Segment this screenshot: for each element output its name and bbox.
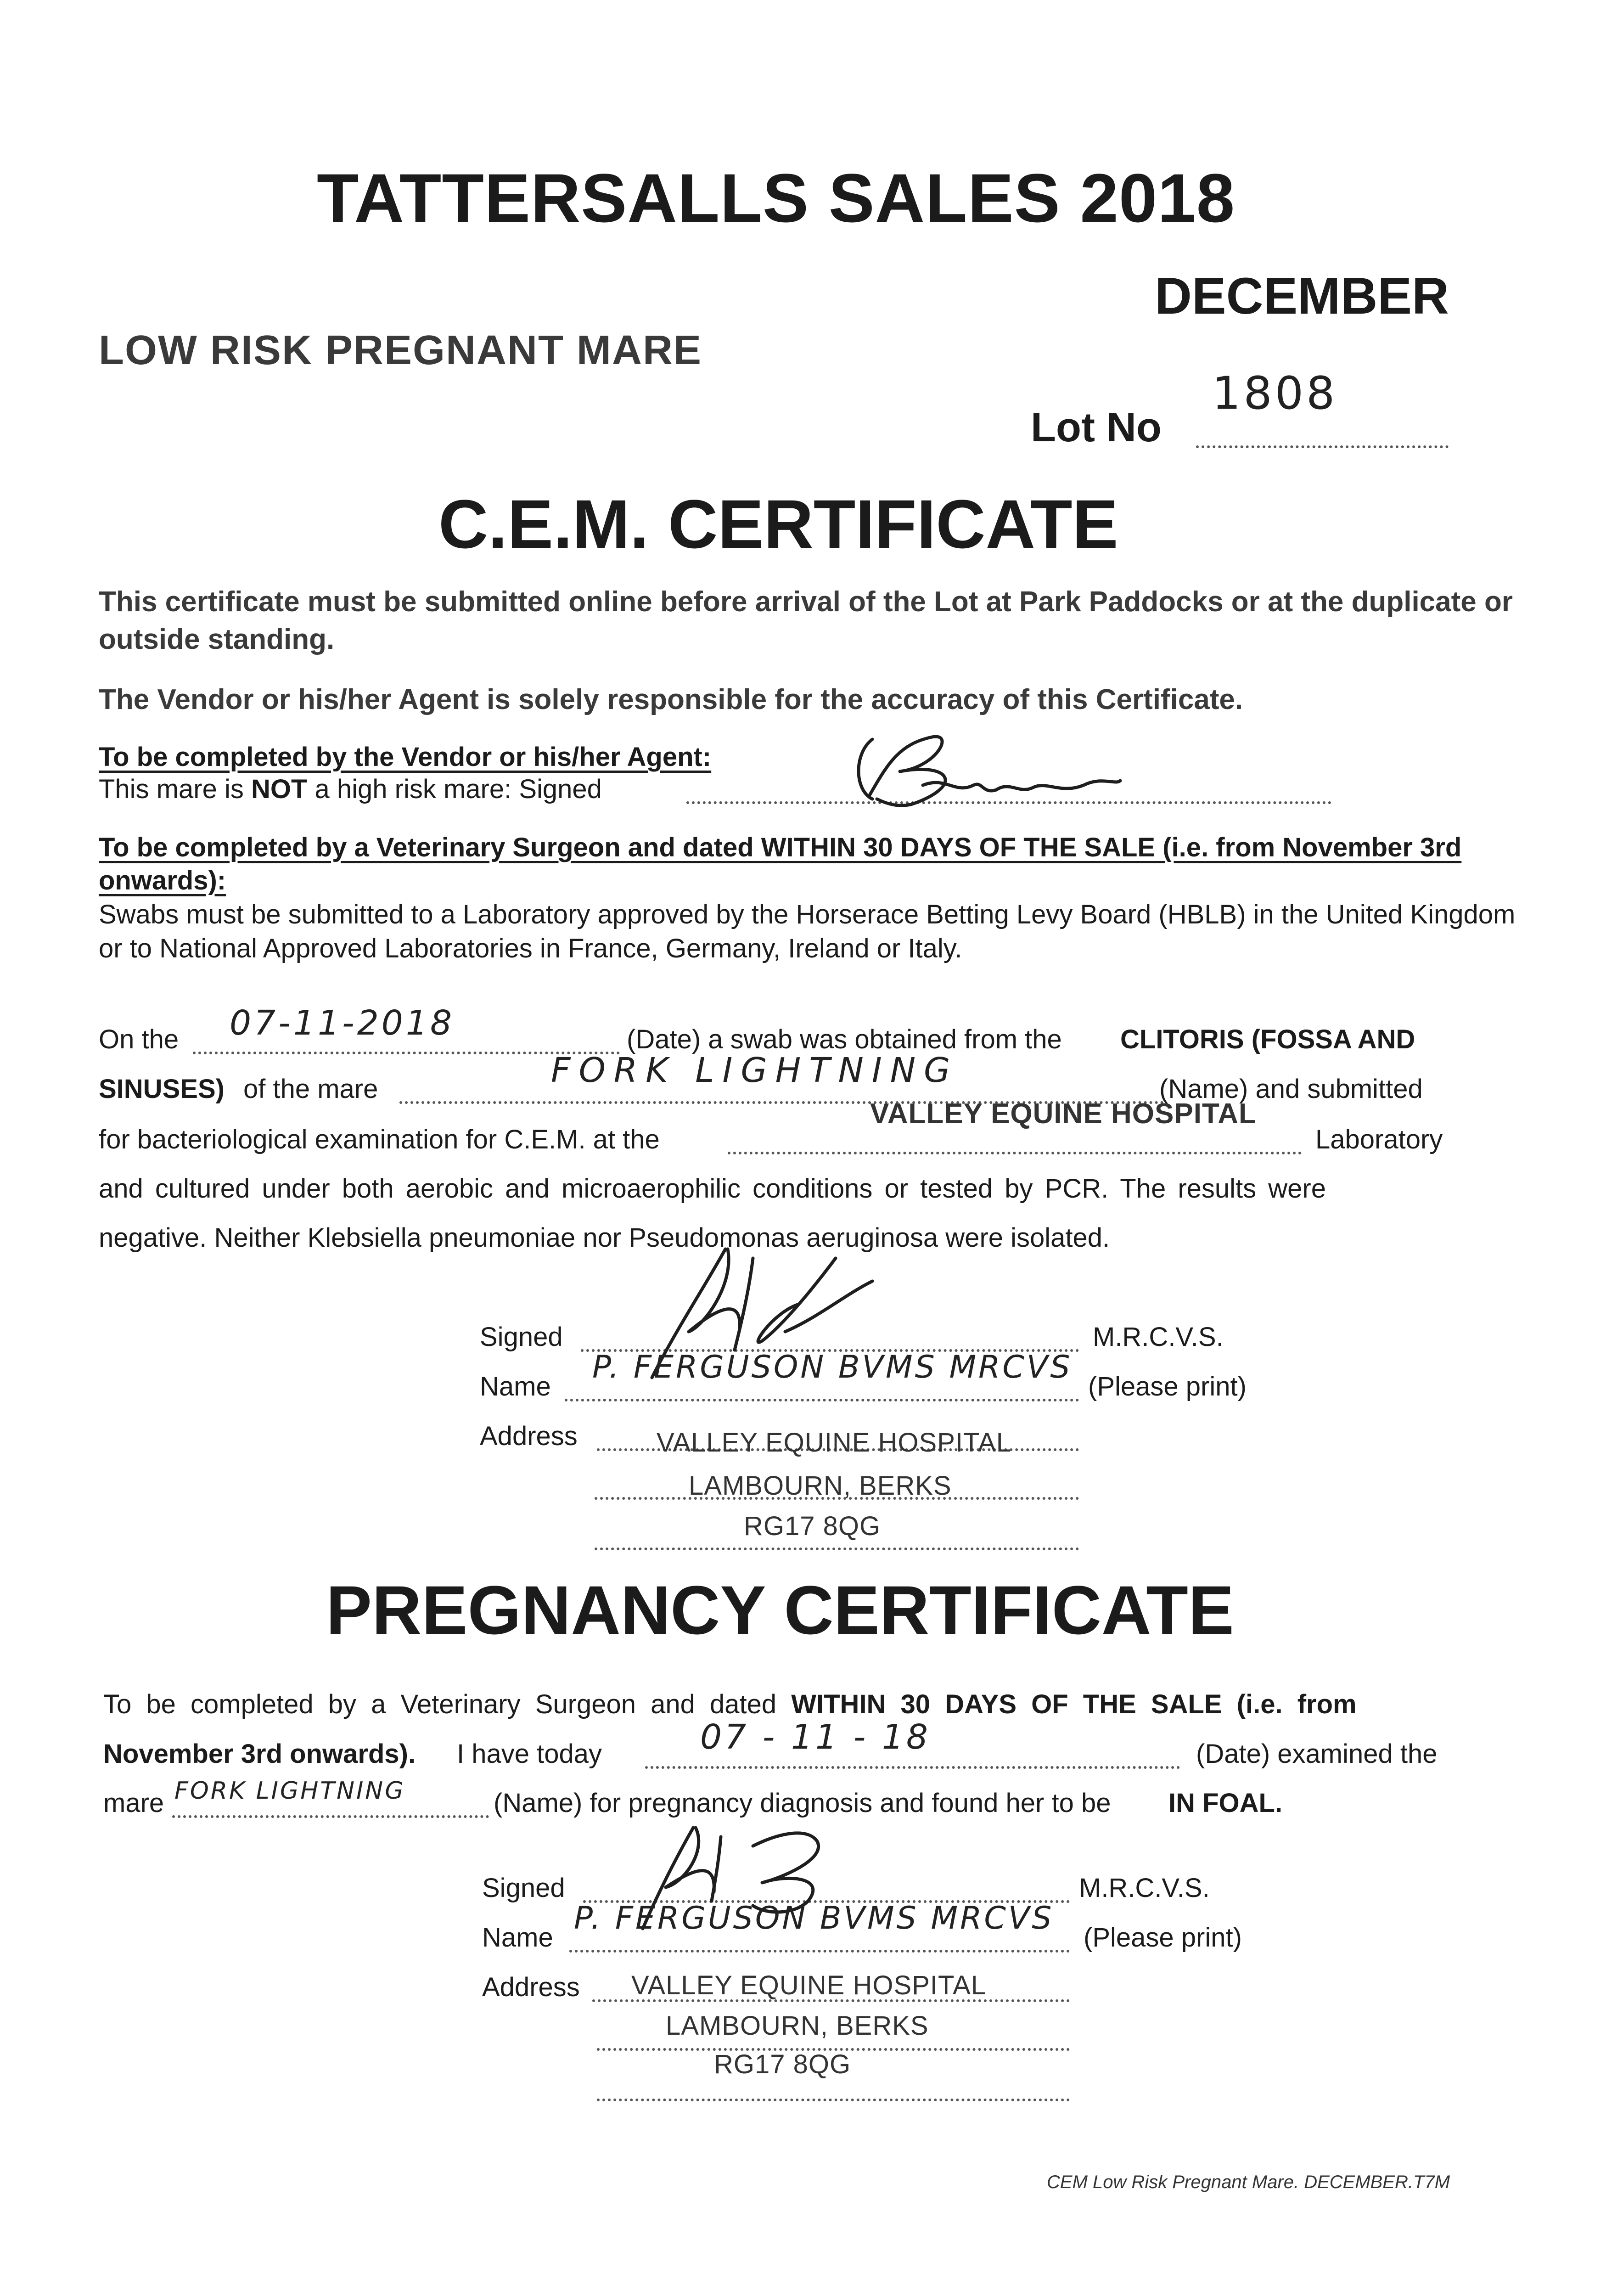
- preg-line-1a: To be completed by a Veterinary Surgeon and dated: [103, 1689, 777, 1719]
- preg-address-label: Address: [482, 1972, 580, 2002]
- page-title: TATTERSALLS SALES 2018: [317, 159, 1236, 236]
- preg-line-2b: I have today: [457, 1739, 602, 1769]
- sale-month: DECEMBER: [1155, 267, 1449, 325]
- for-exam-text: for bacteriological examination for C.E.M. at the: [99, 1125, 660, 1154]
- lot-number-line: [1196, 445, 1449, 448]
- preg-mare-name[interactable]: FORK LIGHTNING: [174, 1777, 405, 1805]
- preg-mrcvs: M.R.C.V.S.: [1079, 1873, 1210, 1903]
- cem-name-line: [565, 1399, 1079, 1401]
- lot-label: Lot No: [1031, 405, 1162, 450]
- cem-mare-name[interactable]: FORK LIGHTNING: [551, 1051, 959, 1090]
- preg-address-line-2-text[interactable]: LAMBOURN, BERKS: [666, 2011, 929, 2041]
- vendor-text-a: This mare is: [99, 774, 251, 804]
- vendor-signature[interactable]: [845, 726, 1129, 813]
- cem-please-print: (Please print): [1088, 1372, 1247, 1401]
- vendor-text-not: NOT: [251, 774, 308, 804]
- cem-address-line-3-text[interactable]: RG17 8QG: [744, 1511, 881, 1541]
- vendor-heading: To be completed by the Vendor or his/her Agent:: [99, 742, 712, 772]
- preg-line-3b: (Name) for pregnancy diagnosis and found her to be: [494, 1788, 1111, 1818]
- cem-address-line-1-text[interactable]: VALLEY EQUINE HOSPITAL: [657, 1428, 1012, 1458]
- vet-heading: To be completed by a Veterinary Surgeon and dated WITHIN 30 DAYS OF THE SALE (i.e. from November 3rd onwards):: [99, 833, 1462, 895]
- cem-name-label: Name: [480, 1372, 551, 1401]
- cem-notice-2: The Vendor or his/her Agent is solely responsible for the accuracy of this Certificate.: [99, 684, 1243, 715]
- preg-vet-name[interactable]: P. FERGUSON BVMS MRCVS: [574, 1900, 1054, 1936]
- swab-site: CLITORIS (FOSSA AND: [1120, 1024, 1415, 1054]
- preg-name-label: Name: [482, 1923, 553, 1953]
- cem-address-line-2-text[interactable]: LAMBOURN, BERKS: [689, 1471, 952, 1501]
- preg-line-1b: WITHIN 30 DAYS OF THE SALE (i.e. from: [791, 1689, 1357, 1719]
- cem-mrcvs: M.R.C.V.S.: [1093, 1322, 1224, 1352]
- swab-of-mare: of the mare: [243, 1074, 378, 1104]
- laboratory-label: Laboratory: [1315, 1125, 1443, 1154]
- preg-line-3c: IN FOAL.: [1168, 1788, 1283, 1818]
- cem-address-line-3: [595, 1548, 1079, 1550]
- cultured-text: and cultured under both aerobic and microaerophilic conditions or tested by PCR. The results were: [99, 1174, 1326, 1204]
- preg-please-print: (Please print): [1084, 1923, 1242, 1953]
- preg-address-line-1-text[interactable]: VALLEY EQUINE HOSPITAL: [631, 1970, 987, 2000]
- negative-text: negative. Neither Klebsiella pneumoniae nor Pseudomonas aeruginosa were isolated.: [99, 1223, 1110, 1253]
- swab-site-cont: SINUSES): [99, 1074, 225, 1104]
- cem-notice-1: This certificate must be submitted online before arrival of the Lot at Park Paddocks or at the duplicate or outside standing.: [99, 586, 1513, 655]
- name-and-submitted: (Name) and submitted: [1159, 1074, 1423, 1104]
- lot-number[interactable]: 1808: [1212, 367, 1338, 420]
- vet-instructions: Swabs must be submitted to a Laboratory approved by the Horserace Betting Levy Board (HBLB) in the United Kingdom or to National Approved Laboratories in France, Germany, Ireland or Italy.: [99, 900, 1516, 963]
- swab-on-the: On the: [99, 1024, 179, 1054]
- preg-line-2a: November 3rd onwards).: [103, 1739, 416, 1769]
- preg-address-line-3: [597, 2099, 1070, 2101]
- preg-line-2c: (Date) examined the: [1196, 1739, 1438, 1769]
- form-code: CEM Low Risk Pregnant Mare. DECEMBER.T7M: [1047, 2172, 1450, 2192]
- cem-heading: C.E.M. CERTIFICATE: [438, 485, 1118, 563]
- swab-date[interactable]: 07-11-2018: [230, 1003, 455, 1043]
- exam-date[interactable]: 07 - 11 - 18: [700, 1717, 931, 1757]
- preg-line-3a: mare: [103, 1788, 164, 1818]
- vendor-text-b: a high risk mare: Signed: [307, 774, 602, 804]
- preg-signed-label: Signed: [482, 1873, 565, 1903]
- certificate-category: LOW RISK PREGNANT MARE: [99, 327, 702, 373]
- laboratory-stamp[interactable]: VALLEY EQUINE HOSPITAL: [870, 1098, 1257, 1130]
- cem-vet-name[interactable]: P. FERGUSON BVMS MRCVS: [592, 1349, 1073, 1385]
- preg-line-1: [103, 1689, 1357, 1720]
- vendor-statement: [99, 774, 602, 805]
- cem-signed-label: Signed: [480, 1322, 563, 1352]
- swab-after-date: (Date) a swab was obtained from the: [627, 1024, 1062, 1054]
- preg-mare-name-line: [172, 1815, 489, 1818]
- preg-name-line: [569, 1950, 1070, 1953]
- laboratory-line: [728, 1152, 1302, 1154]
- pregnancy-heading: PREGNANCY CERTIFICATE: [326, 1571, 1234, 1649]
- preg-address-line-3-text[interactable]: RG17 8QG: [714, 2049, 851, 2079]
- cem-address-label: Address: [480, 1421, 578, 1451]
- exam-date-line: [645, 1766, 1180, 1769]
